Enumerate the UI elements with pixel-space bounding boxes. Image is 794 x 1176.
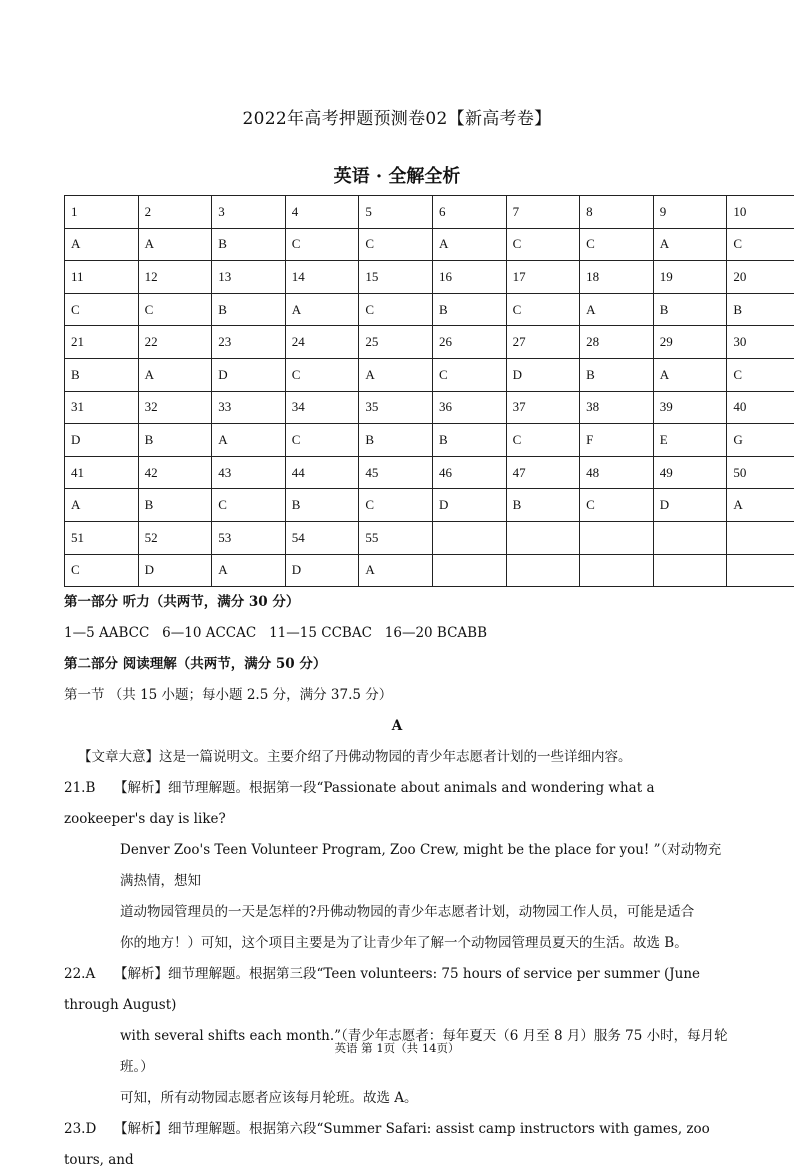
q22-label: 22.A: [64, 959, 114, 990]
question-number-cell: 11: [65, 261, 139, 294]
question-number-cell: 47: [506, 456, 580, 489]
question-number-cell: 7: [506, 196, 580, 229]
explanation-q22: [64, 959, 730, 1114]
q23-line1: 【解析】细节理解题。根据第六段“Summer Safari: assist camp instructors with games, zoo tours, and: [64, 1121, 710, 1168]
reading-section: [64, 587, 730, 1176]
question-number-cell: 44: [285, 456, 359, 489]
question-number-cell: 14: [285, 261, 359, 294]
question-number-cell: 35: [359, 391, 433, 424]
question-number-cell: 26: [432, 326, 506, 359]
answer-cell: D: [506, 358, 580, 391]
question-number-cell: 18: [580, 261, 654, 294]
answer-cell: A: [285, 293, 359, 326]
answer-cell: [727, 554, 794, 587]
answer-cell: C: [580, 228, 654, 261]
question-number-cell: 10: [727, 196, 794, 229]
table-row: [65, 489, 794, 522]
question-number-cell: 25: [359, 326, 433, 359]
answer-cell: [653, 554, 727, 587]
question-number-cell: 8: [580, 196, 654, 229]
q23-label: 23.D: [64, 1114, 114, 1145]
answer-cell: A: [65, 489, 139, 522]
answer-cell: B: [138, 489, 212, 522]
answer-cell: [432, 554, 506, 587]
answer-cell: C: [212, 489, 286, 522]
answer-cell: D: [653, 489, 727, 522]
question-number-cell: 36: [432, 391, 506, 424]
answer-cell: A: [212, 424, 286, 457]
answer-cell: C: [285, 228, 359, 261]
question-number-cell: 55: [359, 521, 433, 554]
answer-cell: B: [506, 489, 580, 522]
explanation-q21: [64, 773, 730, 959]
table-row: [65, 261, 794, 294]
answer-cell: [580, 554, 654, 587]
answer-cell: C: [506, 228, 580, 261]
question-number-cell: [727, 521, 794, 554]
question-number-cell: 30: [727, 326, 794, 359]
question-number-cell: 9: [653, 196, 727, 229]
answer-cell: E: [653, 424, 727, 457]
question-number-cell: 46: [432, 456, 506, 489]
answer-cell: B: [580, 358, 654, 391]
q22-line3: 可知，所有动物园志愿者应该每月轮班。故选 A。: [64, 1083, 730, 1114]
answer-cell: C: [65, 293, 139, 326]
question-number-cell: 17: [506, 261, 580, 294]
answer-cell: [506, 554, 580, 587]
answer-cell: C: [727, 358, 794, 391]
part1-answers: 1—5 AABCC 6—10 ACCAC 11—15 CCBAC 16—20 BCABB: [64, 618, 730, 649]
question-number-cell: [580, 521, 654, 554]
answer-cell: C: [285, 424, 359, 457]
table-row: [65, 358, 794, 391]
question-number-cell: 49: [653, 456, 727, 489]
question-number-cell: 51: [65, 521, 139, 554]
answer-cell: D: [432, 489, 506, 522]
answer-cell: C: [65, 554, 139, 587]
answer-cell: B: [432, 293, 506, 326]
answer-cell: A: [138, 228, 212, 261]
q21-line2: Denver Zoo's Teen Volunteer Program, Zoo Crew, might be the place for you! ”（对动物充满热情，想知: [64, 835, 730, 897]
table-row: [65, 554, 794, 587]
answer-cell: C: [506, 424, 580, 457]
question-number-cell: 38: [580, 391, 654, 424]
question-number-cell: 20: [727, 261, 794, 294]
question-number-cell: 28: [580, 326, 654, 359]
answer-cell: A: [653, 358, 727, 391]
table-row: [65, 424, 794, 457]
question-number-cell: 48: [580, 456, 654, 489]
answer-cell: C: [432, 358, 506, 391]
answer-cell: C: [285, 358, 359, 391]
part2-heading: 第二部分 阅读理解（共两节，满分 50 分）: [64, 649, 730, 680]
question-number-cell: 1: [65, 196, 139, 229]
answer-cell: D: [138, 554, 212, 587]
answer-cell: C: [359, 228, 433, 261]
answer-cell: A: [653, 228, 727, 261]
answer-cell: D: [65, 424, 139, 457]
answer-cell: A: [359, 358, 433, 391]
answer-cell: A: [359, 554, 433, 587]
page-title: 2022年高考押题预测卷02【新高考卷】: [0, 104, 794, 129]
answer-cell: C: [580, 489, 654, 522]
table-row: [65, 326, 794, 359]
answer-cell: B: [359, 424, 433, 457]
table-row: [65, 293, 794, 326]
answer-cell: F: [580, 424, 654, 457]
q22-line2: with several shifts each month.”（青少年志愿者：每年夏天（6 月至 8 月）服务 75 小时，每月轮班。）: [64, 1021, 730, 1083]
question-number-cell: 12: [138, 261, 212, 294]
table-row: [65, 521, 794, 554]
question-number-cell: 33: [212, 391, 286, 424]
question-number-cell: 23: [212, 326, 286, 359]
answer-cell: A: [727, 489, 794, 522]
answer-cell: C: [506, 293, 580, 326]
answer-cell: B: [212, 228, 286, 261]
table-row: [65, 456, 794, 489]
question-number-cell: 42: [138, 456, 212, 489]
table-row: [65, 196, 794, 229]
answer-cell: D: [212, 358, 286, 391]
question-number-cell: 5: [359, 196, 433, 229]
answer-cell: A: [580, 293, 654, 326]
answer-cell: G: [727, 424, 794, 457]
question-number-cell: 2: [138, 196, 212, 229]
question-number-cell: 22: [138, 326, 212, 359]
question-number-cell: 39: [653, 391, 727, 424]
answer-cell: B: [285, 489, 359, 522]
answer-cell: A: [65, 228, 139, 261]
question-number-cell: 24: [285, 326, 359, 359]
question-number-cell: 15: [359, 261, 433, 294]
question-number-cell: 19: [653, 261, 727, 294]
answer-table: [64, 195, 794, 587]
page-footer: 英语 第 1页（共 14页）: [0, 1040, 794, 1056]
answer-cell: B: [212, 293, 286, 326]
q21-line4: 你的地方！）可知，这个项目主要是为了让青少年了解一个动物园管理员夏天的生活。故选 B。: [64, 928, 730, 959]
passage-summary: 【文章大意】这是一篇说明文。主要介绍了丹佛动物园的青少年志愿者计划的一些详细内容。: [64, 742, 730, 773]
q21-label: 21.B: [64, 773, 114, 804]
question-number-cell: 21: [65, 326, 139, 359]
question-number-cell: 16: [432, 261, 506, 294]
page-subtitle: 英语 · 全解全析: [0, 162, 794, 188]
explanation-q23: [64, 1114, 730, 1176]
answer-cell: B: [65, 358, 139, 391]
answer-cell: B: [727, 293, 794, 326]
question-number-cell: [506, 521, 580, 554]
part2-section1-heading: 第一节 （共 15 小题；每小题 2.5 分，满分 37.5 分）: [64, 680, 730, 711]
answer-cell: B: [653, 293, 727, 326]
question-number-cell: 34: [285, 391, 359, 424]
question-number-cell: 43: [212, 456, 286, 489]
question-number-cell: 50: [727, 456, 794, 489]
answer-cell: C: [359, 489, 433, 522]
question-number-cell: 52: [138, 521, 212, 554]
answer-cell: A: [212, 554, 286, 587]
passage-label: A: [64, 711, 730, 742]
q21-line1: 【解析】细节理解题。根据第一段“Passionate about animals and wondering what a zookeeper's day is like?: [64, 780, 655, 827]
table-row: [65, 228, 794, 261]
question-number-cell: 13: [212, 261, 286, 294]
question-number-cell: 4: [285, 196, 359, 229]
question-number-cell: 32: [138, 391, 212, 424]
q21-line3: 道动物园管理员的一天是怎样的?丹佛动物园的青少年志愿者计划，动物园工作人员，可能是适合: [64, 897, 730, 928]
part1-heading: 第一部分 听力（共两节，满分 30 分）: [64, 587, 730, 618]
answer-cell: D: [285, 554, 359, 587]
question-number-cell: 41: [65, 456, 139, 489]
answer-cell: C: [359, 293, 433, 326]
answer-cell: C: [138, 293, 212, 326]
answer-cell: C: [727, 228, 794, 261]
question-number-cell: 3: [212, 196, 286, 229]
question-number-cell: 53: [212, 521, 286, 554]
question-number-cell: [432, 521, 506, 554]
question-number-cell: 54: [285, 521, 359, 554]
answer-cell: A: [432, 228, 506, 261]
question-number-cell: 40: [727, 391, 794, 424]
question-number-cell: [653, 521, 727, 554]
answer-cell: B: [138, 424, 212, 457]
answer-cell: A: [138, 358, 212, 391]
question-number-cell: 37: [506, 391, 580, 424]
answer-cell: B: [432, 424, 506, 457]
question-number-cell: 27: [506, 326, 580, 359]
question-number-cell: 6: [432, 196, 506, 229]
question-number-cell: 29: [653, 326, 727, 359]
question-number-cell: 31: [65, 391, 139, 424]
table-row: [65, 391, 794, 424]
q22-line1: 【解析】细节理解题。根据第三段“Teen volunteers: 75 hours of service per summer (June through August): [64, 966, 700, 1013]
question-number-cell: 45: [359, 456, 433, 489]
